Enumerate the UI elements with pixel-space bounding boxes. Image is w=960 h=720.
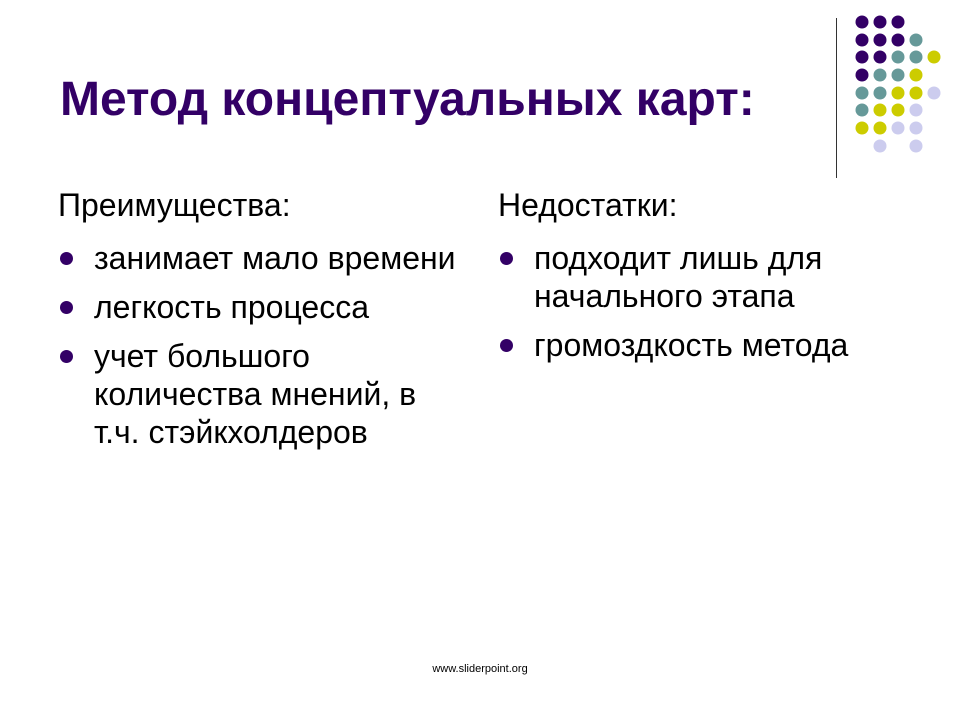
list-item — [58, 337, 458, 451]
decorative-dot — [910, 104, 923, 117]
footer-source: www.sliderpoint.org — [432, 663, 528, 675]
decorative-dot — [910, 122, 923, 135]
decorative-dot — [892, 16, 905, 29]
decorative-dot — [910, 140, 923, 153]
list-item — [58, 288, 458, 326]
decorative-dot — [856, 34, 869, 47]
decorative-dot — [910, 34, 923, 47]
bullet-icon — [500, 339, 513, 352]
decorative-dot — [856, 122, 869, 135]
decorative-dot — [910, 51, 923, 64]
disadvantages-column — [498, 185, 918, 375]
decorative-dot — [874, 51, 887, 64]
decorative-dot — [874, 34, 887, 47]
decorative-dot — [856, 16, 869, 29]
decorative-dot — [928, 87, 941, 100]
bullet-icon — [60, 252, 73, 265]
decorative-dot — [874, 122, 887, 135]
disadvantages-heading: Недостатки: — [498, 187, 678, 223]
bullet-icon — [500, 252, 513, 265]
decorative-dot — [856, 69, 869, 82]
list-item-text: занимает мало времени — [94, 240, 456, 276]
decorative-dot — [874, 104, 887, 117]
list-item-text: подходит лишь для начального этапа — [534, 240, 823, 314]
bullet-icon — [60, 301, 73, 314]
decorative-dot — [892, 34, 905, 47]
decorative-dot — [856, 87, 869, 100]
decorative-dot — [874, 87, 887, 100]
decorative-dot — [856, 104, 869, 117]
advantages-list — [58, 239, 458, 451]
advantages-column — [58, 185, 458, 462]
list-item — [58, 239, 458, 277]
decorative-dot — [928, 51, 941, 64]
decorative-dot — [874, 69, 887, 82]
list-item — [498, 326, 918, 364]
list-item-text: учет большого количества мнений, в т.ч. стэйкхолдеров — [94, 338, 417, 450]
decorative-dot — [856, 51, 869, 64]
decorative-dot — [892, 122, 905, 135]
list-item — [498, 239, 918, 315]
decorative-dot — [874, 140, 887, 153]
decorative-dot — [874, 16, 887, 29]
bullet-icon — [60, 350, 73, 363]
vertical-divider — [836, 18, 837, 178]
list-item-text: легкость процесса — [94, 289, 369, 325]
list-item-text: громоздкость метода — [534, 327, 849, 363]
disadvantages-list — [498, 239, 918, 364]
advantages-heading: Преимущества: — [58, 187, 291, 223]
decorative-dot — [892, 87, 905, 100]
decorative-dot — [892, 51, 905, 64]
decorative-dot — [910, 87, 923, 100]
slide-title: Метод концептуальных карт: — [60, 73, 755, 126]
decorative-dot — [892, 69, 905, 82]
decorative-dot — [892, 104, 905, 117]
decorative-dot — [910, 69, 923, 82]
